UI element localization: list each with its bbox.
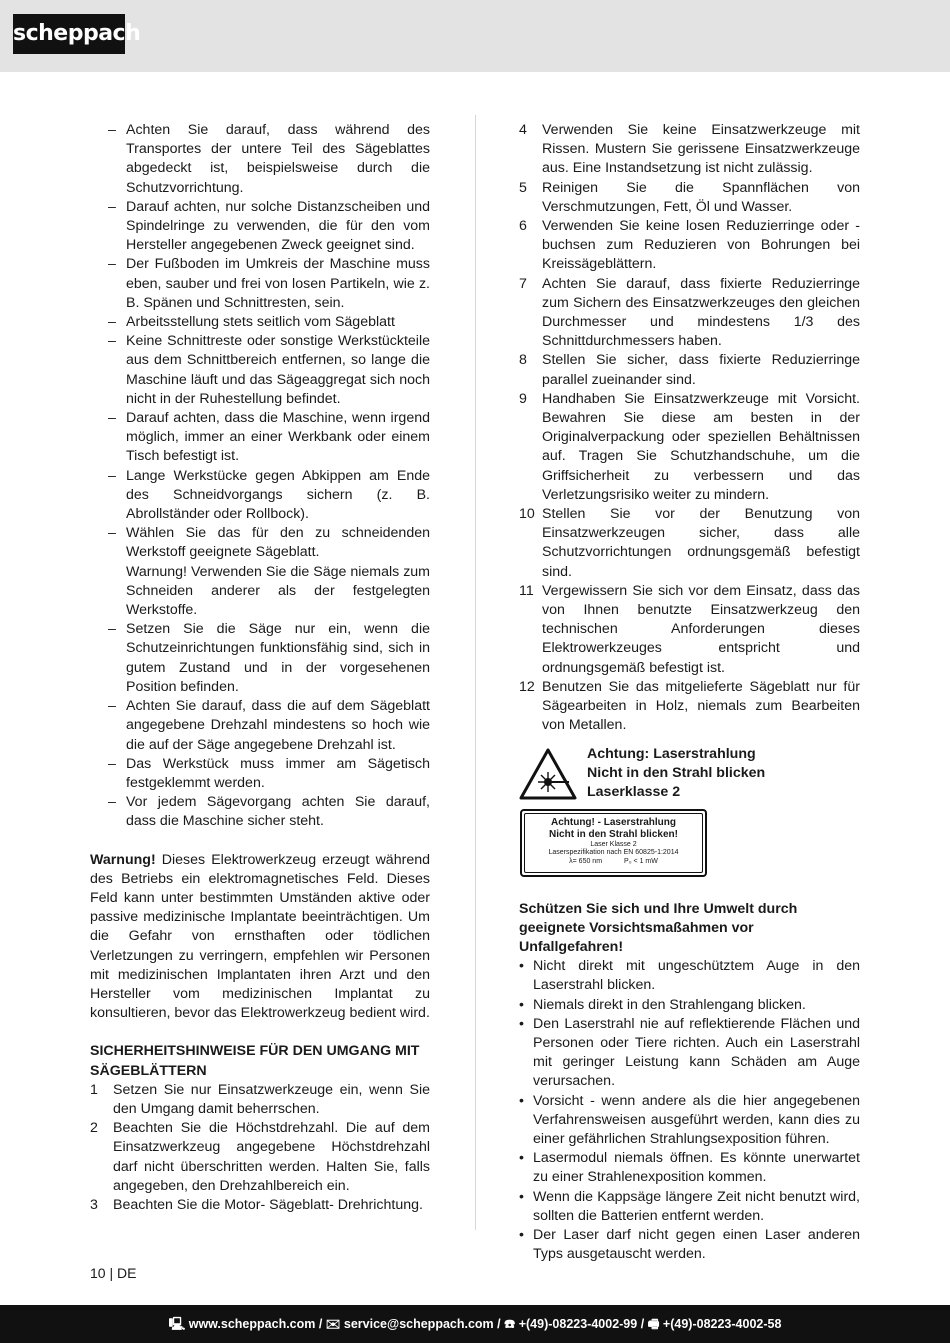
list-item: – Achten Sie darauf, dass die auf dem Sägeblatt angegebene Drehzahl mindestens so hoch wie die auf der Säge angegebene Drehzahl ist. (108, 698, 430, 753)
footer-email[interactable]: service@scheppach.com (343, 1317, 494, 1331)
left-column (90, 121, 430, 1215)
bullet-item: • Den Laserstrahl nie auf reflektierende Flächen und Personen oder Tiere richten. Auch ein Laserstrahl mit geringer Leistung kann Schäden am Auge verursachen. (519, 1015, 860, 1090)
phone-icon: ☎ (504, 1317, 519, 1331)
protect-title: Schützen Sie sich und Ihre Umwelt durch geeignete Vorsichtsmaßahmen vor Unfallgefahren! (519, 900, 798, 955)
numbered-item: 3 Beachten Sie die Motor- Sägeblatt- Drehrichtung. (90, 1196, 423, 1213)
right-column (519, 121, 860, 1264)
list-item: – Keine Schnittreste oder sonstige Werkstückteile aus dem Schnittbereich entfernen, so lange die Maschine läuft und das Sägeaggregat sich noch nicht in der Ruhestellung befindet. (108, 333, 430, 407)
numbered-item: 11 Vergewissern Sie sich vor dem Einsatz, dass das von Ihnen benutzte Einsatzwerkzeug den technischen Anforderungen dieses Elektrowerkzeuges entspricht und ordnungsgemäß befestigt ist. (519, 582, 860, 676)
page-header (0, 0, 950, 72)
computer-icon: 🖳 (168, 1317, 189, 1331)
page-footer: 🖳 www.scheppach.com / ✉ service@scheppach.com / ☎ +(49)-08223-4002-99 / 🖷 +(49)-08223-4002-58 (0, 1305, 950, 1343)
numbered-item: 7 Achten Sie darauf, dass fixierte Reduzierringe zum Sichern des Einsatzwerkzeuges den gleichen Durchmesser und mindestens 1/3 des Schnittdurchmessers haben. (519, 275, 860, 350)
list-item: – Der Fußboden im Umkreis der Maschine muss eben, sauber und frei von losen Partikeln, wie z. B. Spänen und Schnittresten, sein. (108, 256, 430, 311)
bullet-item: • Wenn die Kappsäge längere Zeit nicht benutzt wird, sollten die Batterien entfernt werden. (519, 1188, 860, 1224)
laser-title: Achtung: Laserstrahlung Nicht in den Strahl blicken Laserklasse 2 (587, 745, 766, 800)
bullet-item: • Nicht direkt mit ungeschütztem Auge in den Laserstrahl blicken. (519, 958, 860, 994)
list-item: – Das Werkstück muss immer am Sägetisch festgeklemmt werden. (108, 755, 430, 791)
section-title: SICHERHEITSHINWEISE FÜR DEN UMGANG MIT SÄGEBLÄTTERN (90, 1043, 420, 1079)
list-item: – Lange Werkstücke gegen Abkippen am Ende des Schneidvorgangs sichern (z. B. Abrollständer oder Rollbock). (108, 467, 430, 523)
scheppach-logo: scheppach (13, 14, 125, 54)
list-item: – Darauf achten, dass die Maschine, wenn irgend möglich, immer an einer Werkbank oder einem Tisch befestigt ist. (108, 410, 430, 465)
numbered-item: 9 Handhaben Sie Einsatzwerkzeuge mit Vorsicht. Bewahren Sie diese am besten in der Originalverpackung oder speziellen Behältnissen auf. Tragen Sie Schutzhandschuhe, um die Griffsicherheit zu verbessern und das Verletzungsrisiko weiter zu mindern. (519, 390, 860, 503)
footer-fax: +(49)-08223-4002-58 (662, 1317, 782, 1331)
laser-warning (519, 736, 860, 886)
list-item: – Achten Sie darauf, dass während des Transportes der untere Teil des Sägeblattes abgedeckt ist, beispielsweise durch die Schutzvorrichtung. (108, 122, 430, 196)
numbered-item: 12 Benutzen Sie das mitgelieferte Sägeblatt nur für Sägearbeiten in Holz, niemals zum Bearbeiten von Metallen. (519, 678, 860, 734)
footer-phone: +(49)-08223-4002-99 (518, 1317, 638, 1331)
laser-label: Achtung! - Laserstrahlung Nicht in den Strahl blicken! Laser Klasse 2 Laserspezifikation nach EN 60825-1:2014 λ= 650 nm P₀ < 1 mW (520, 809, 707, 877)
page-number: 10 | DE (90, 1265, 137, 1281)
list-item: – Wählen Sie das für den zu schneidenden Werkstoff geeignete Sägeblatt. Warnung! Verwenden Sie die Säge niemals zum Schneiden anderer als der festgelegten Werkstoffe. (108, 525, 430, 619)
numbered-item: 2 Beachten Sie die Höchstdrehzahl. Die auf dem Einsatzwerkzeug angegebene Höchstdrehzahl darf nicht überschritten werden. Halten Sie, falls angegeben, den Drehzahlbereich ein. (90, 1120, 430, 1194)
fax-icon: 🖷 (647, 1317, 663, 1331)
laser-hazard-icon (519, 748, 577, 800)
numbered-item: 5 Reinigen Sie die Spannflächen von Verschmutzungen, Fett, Öl und Wasser. (519, 179, 860, 215)
numbered-item: 1 Setzen Sie nur Einsatzwerkzeuge ein, wenn Sie den Umgang damit beherrschen. (90, 1081, 430, 1117)
list-item: – Vor jedem Sägevorgang achten Sie darauf, dass die Maschine sicher steht. (108, 794, 430, 830)
numbered-item: 8 Stellen Sie sicher, dass fixierte Reduzierringe parallel zueinander sind. (519, 352, 860, 388)
footer-web[interactable]: www.scheppach.com (188, 1317, 316, 1331)
bullet-item: • Vorsicht - wenn andere als die hier angegebenen Verfahrensweisen ausgeführt werden, kann dies zu einer gefährlichen Strahlungsexposition führen. (519, 1092, 860, 1147)
numbered-item: 10 Stellen Sie vor der Benutzung von Einsatzwerkzeugen sicher, dass alle Schutzvorrichtungen ordnungsgemäß befestigt sind. (519, 506, 860, 580)
list-item: – Arbeitsstellung stets seitlich vom Sägeblatt (108, 314, 395, 331)
mail-icon: ✉ (325, 1317, 344, 1331)
column-divider (475, 115, 476, 1230)
numbered-item: 6 Verwenden Sie keine losen Reduzierringe oder -buchsen zum Reduzieren von Bohrungen bei Kreissägeblättern. (519, 218, 860, 273)
bullet-item: • Niemals direkt in den Strahlengang blicken. (519, 996, 806, 1013)
bullet-item: • Der Laser darf nicht gegen einen Laser anderen Typs ausgetauscht werden. (519, 1226, 860, 1263)
list-item: – Setzen Sie die Säge nur ein, wenn die Schutzeinrichtungen funktionsfähig sind, sich in gutem Zustand und in der vorgesehenen Position befinden. (108, 621, 430, 695)
list-item: – Darauf achten, nur solche Distanzscheiben und Spindelringe zu verwenden, die für den vom Hersteller angegebenen Zweck geeignet sind. (108, 198, 430, 254)
emf-warning-paragraph: Warnung! Dieses Elektrowerkzeug erzeugt während des Betriebs ein elektromagnetisches Feld. Dieses Feld kann unter bestimmten Umständen aktive oder passive medizinische Implantate beeinträchtigen. Um die Gefahr von ernsthaften oder tödlichen Verletzungen zu verringern, empfehlen wir Personen mit medizinischen Implantaten ihren Arzt und den Hersteller vom medizinischen Implantat zu konsultieren, bevor das Elektrowerkzeug bedient wird. (90, 851, 430, 1022)
bullet-item: • Lasermodul niemals öffnen. Es könnte unerwartet zu einer Strahlenexposition kommen. (519, 1150, 860, 1186)
numbered-item: 4 Verwenden Sie keine Einsatzwerkzeuge mit Rissen. Mustern Sie gerissene Einsatzwerkzeuge aus. Eine Instandsetzung ist nicht zulässig. (519, 122, 860, 177)
